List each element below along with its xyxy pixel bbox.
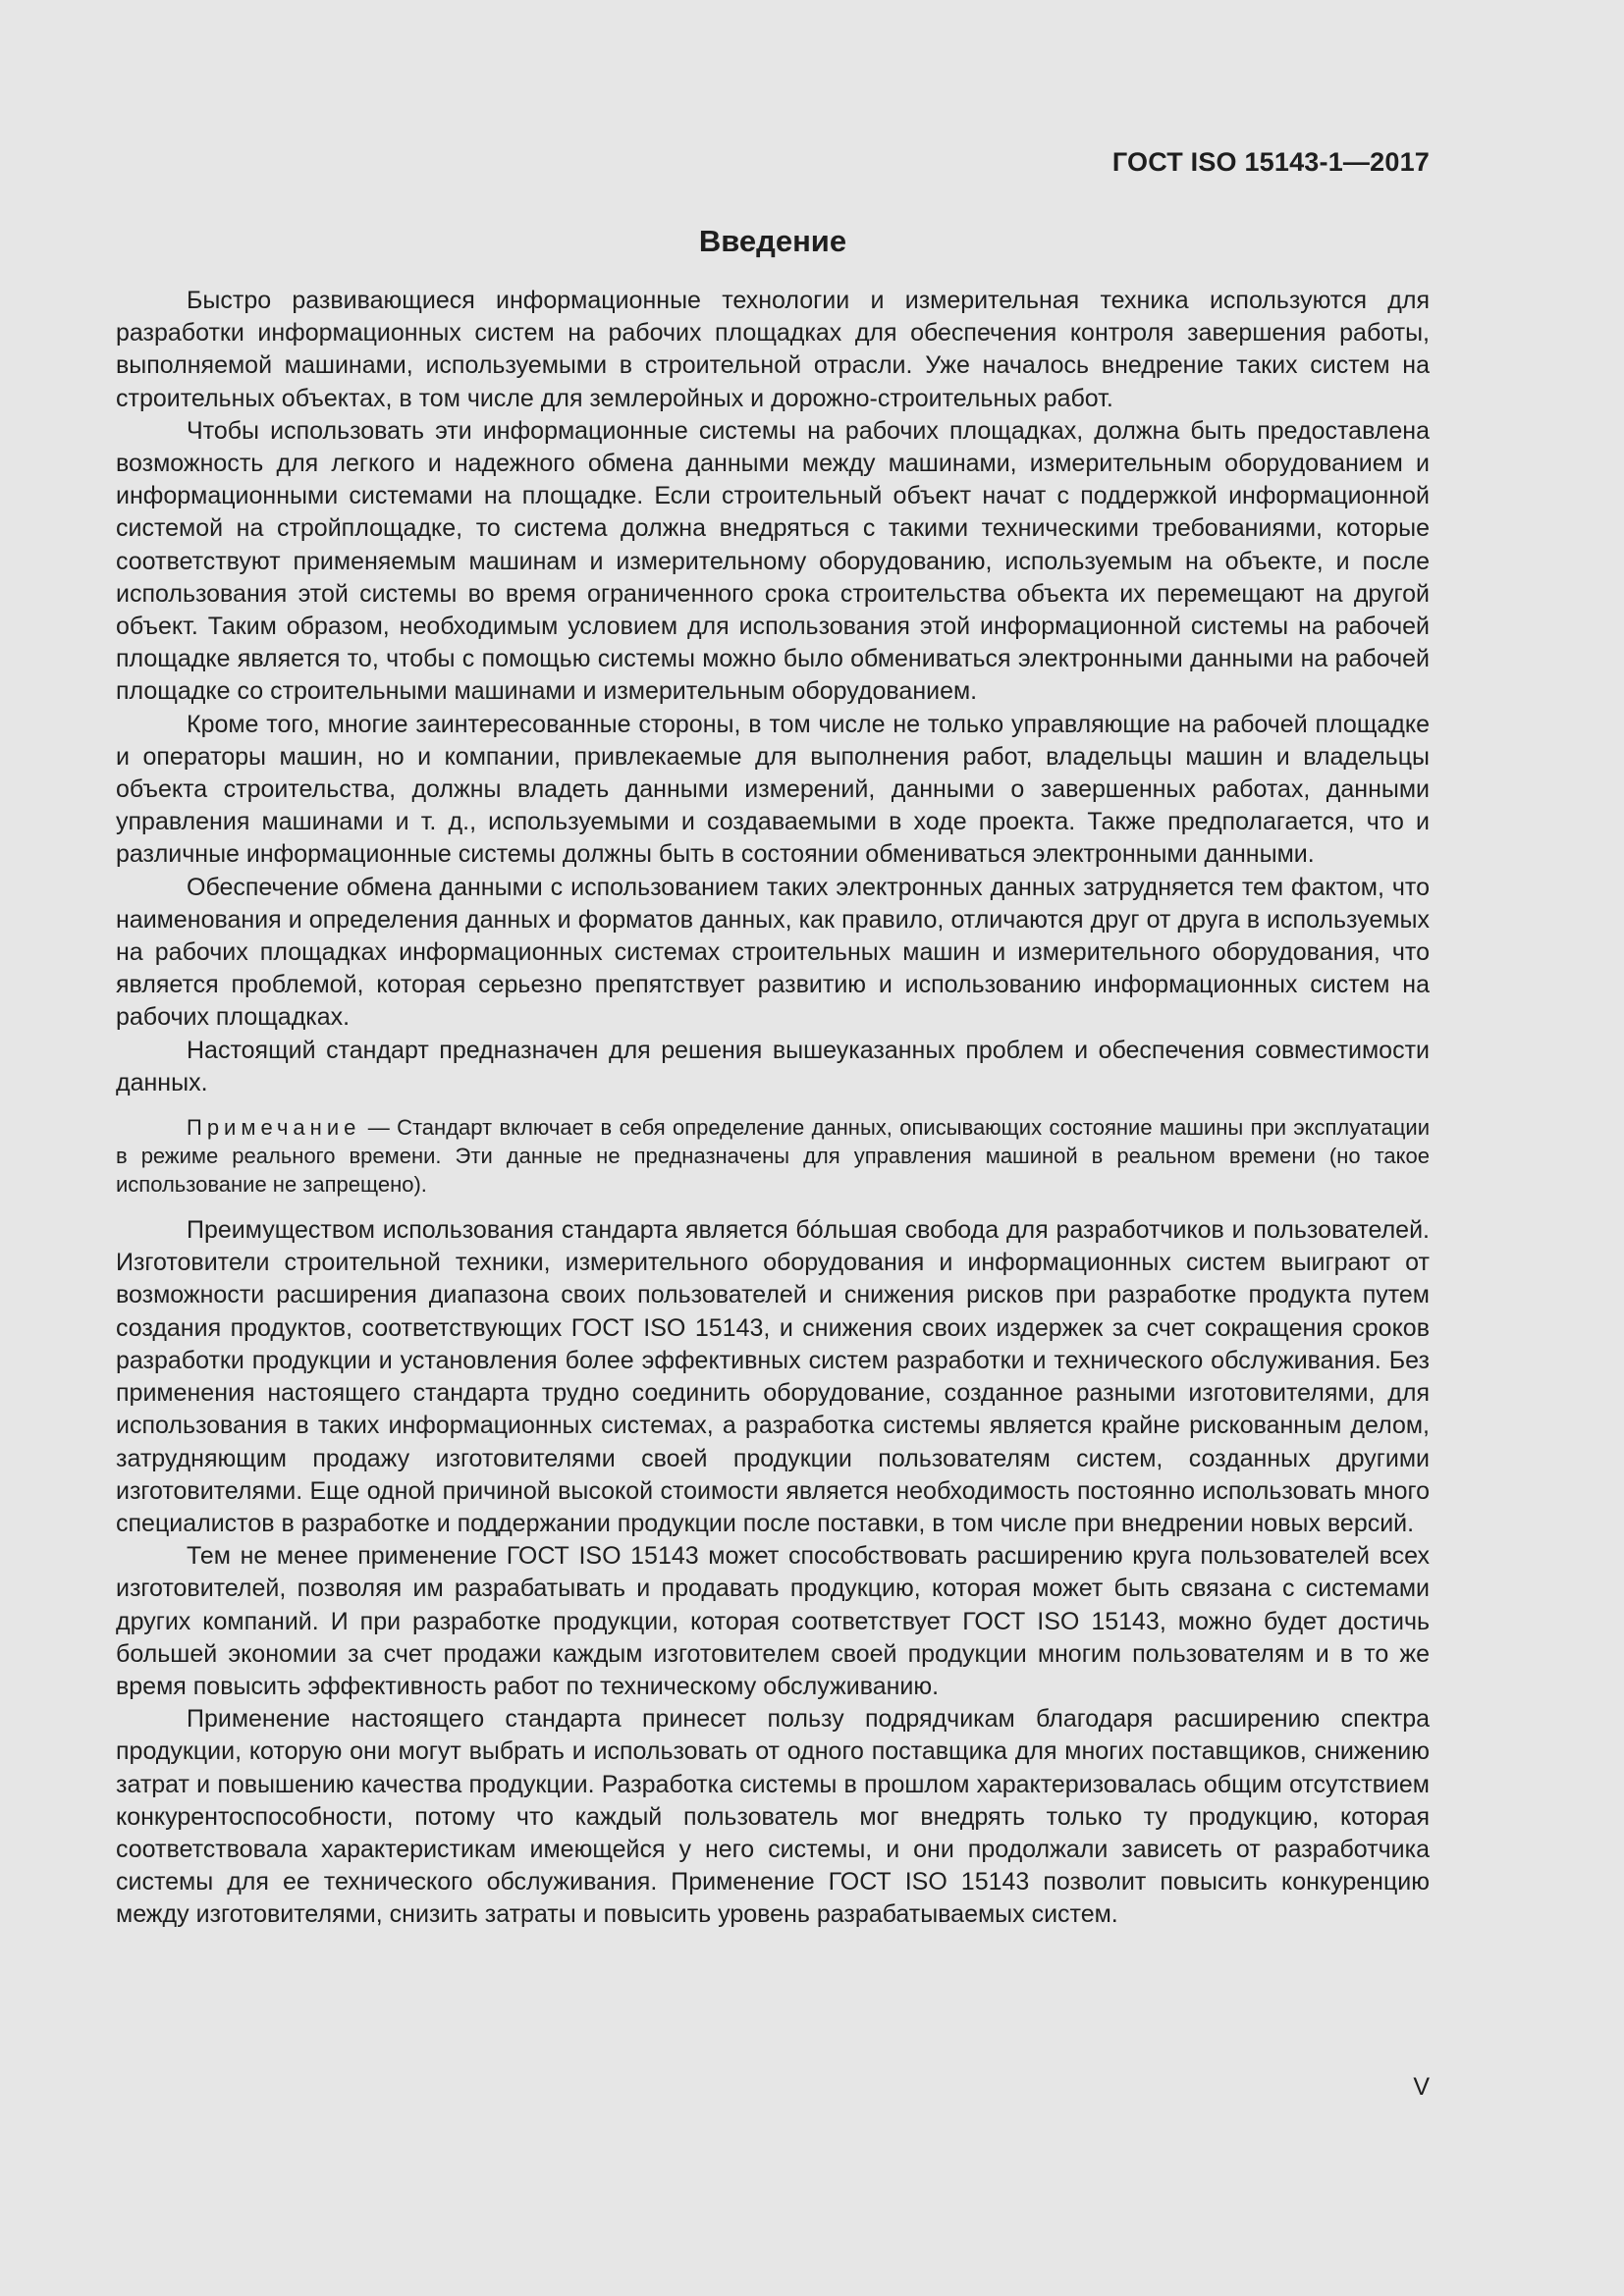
paragraph-4: Обеспечение обмена данными с использованием таких электронных данных затрудняется тем фактом, что наименования и определения данных и форматов данных, как правило, отличаются друг от друга в используемых на рабочих площадках информационных системах строительных машин и измерительного оборудования, что является проблемой, которая серьезно препятствует развитию и использованию информационных систем на рабочих площадках. [116,873,1430,1032]
note-text: — Стандарт включает в себя определение данных, описывающих состояние машины при эксплуатации в режиме реального времени. Эти данные не предназначены для управления машиной в реальном времени (но такое использование не запрещено). [116,1115,1430,1198]
paragraph-5: Настоящий стандарт предназначен для решения вышеуказанных проблем и обеспечения совместимости данных. [116,1036,1430,1096]
paragraph-6: Преимуществом использования стандарта является бóльшая свобода для разработчиков и пользователей. Изготовители строительной техники, измерительного оборудования и информационных систем выиграют от возможности расширения диапазона своих пользователей и снижения рисков при разработке продукта путем создания продуктов, соответствующих ГОСТ ISO 15143, и снижения своих издержек за счет сокращения сроков разработки продукции и установления более эффективных систем разработки и технического обслуживания. Без применения настоящего стандарта трудно соединить оборудование, созданное разными изготовителями, для использования в таких информационных системах, а разработка системы является крайне рискованным делом, затрудняющим продажу изготовителями своей продукции пользователям систем, созданных другими изготовителями. Еще одной причиной высокой стоимости является необходимость постоянно использовать много специалистов в разработке и поддержании продукции после поставки, в том числе при внедрении новых версий. [116,1216,1430,1537]
document-id-header: ГОСТ ISO 15143-1—2017 [1111,147,1430,177]
note-label: Примечание [187,1115,361,1141]
section-title: Введение [698,224,847,258]
document-page [116,0,1430,2296]
page-number: V [1413,2073,1430,2101]
paragraph-1: Быстро развивающиеся информационные технологии и измерительная техника используются для разработки информационных систем на рабочих площадках для обеспечения контроля завершения работы, выполняемой машинами, используемыми в строительной отрасли. Уже началось внедрение таких систем на строительных объектах, в том числе для землеройных и дорожно-строительных работ. [116,287,1430,412]
paragraph-8: Применение настоящего стандарта принесет пользу подрядчикам благодаря расширению спектра продукции, которую они могут выбрать и использовать от одного поставщика для многих поставщиков, снижению затрат и повышению качества продукции. Разработка системы в прошлом характеризовалась общим отсутствием конкурентоспособности, потому что каждый пользователь мог внедрять только ту продукцию, которая соответствовала характеристикам имеющейся у него системы, и они продолжали зависеть от разработчика системы для ее технического обслуживания. Применение ГОСТ ISO 15143 позволит повысить конкуренцию между изготовителями, снизить затраты и повысить уровень разрабатываемых систем. [116,1705,1430,1929]
body-text [116,285,1430,1932]
paragraph-7: Тем не менее применение ГОСТ ISO 15143 может способствовать расширению круга пользователей всех изготовителей, позволяя им разрабатывать и продавать продукцию, которая может быть связана с системами других компаний. И при разработке продукции, которая соответствует ГОСТ ISO 15143, можно будет достичь большей экономии за счет продажи каждым изготовителем своей продукции многим пользователям и в то же время повысить эффективность работ по техническому обслуживанию. [116,1542,1430,1700]
paragraph-3: Кроме того, многие заинтересованные стороны, в том числе не только управляющие на рабочей площадке и операторы машин, но и компании, привлекаемые для выполнения работ, владельцы машин и владельцы объекта строительства, должны владеть данными измерений, данными о завершенных работах, данными управления машинами и т. д., используемыми и создаваемыми в ходе проекта. Также предполагается, что и различные информационные системы должны быть в состоянии обмениваться электронными данными. [116,710,1430,869]
paragraph-2: Чтобы использовать эти информационные системы на рабочих площадках, должна быть предоставлена возможность для легкого и надежного обмена данными между машинами, измерительным оборудованием и информационными системами на площадке. Если строительный объект начат с поддержкой информационной системой на стройплощадке, то система должна внедряться с такими техническими требованиями, которые соответствуют применяемым машинам и измерительному оборудованию, используемым на объекте, и после использования этой системы во время ограниченного срока строительства объекта их перемещают на другой объект. Таким образом, необходимым условием для использования этой информационной системы на рабочей площадке является то, чтобы с помощью системы можно было обмениваться электронными данными на рабочей площадке со строительными машинами и измерительным оборудованием. [116,416,1430,706]
note [116,1113,1430,1199]
